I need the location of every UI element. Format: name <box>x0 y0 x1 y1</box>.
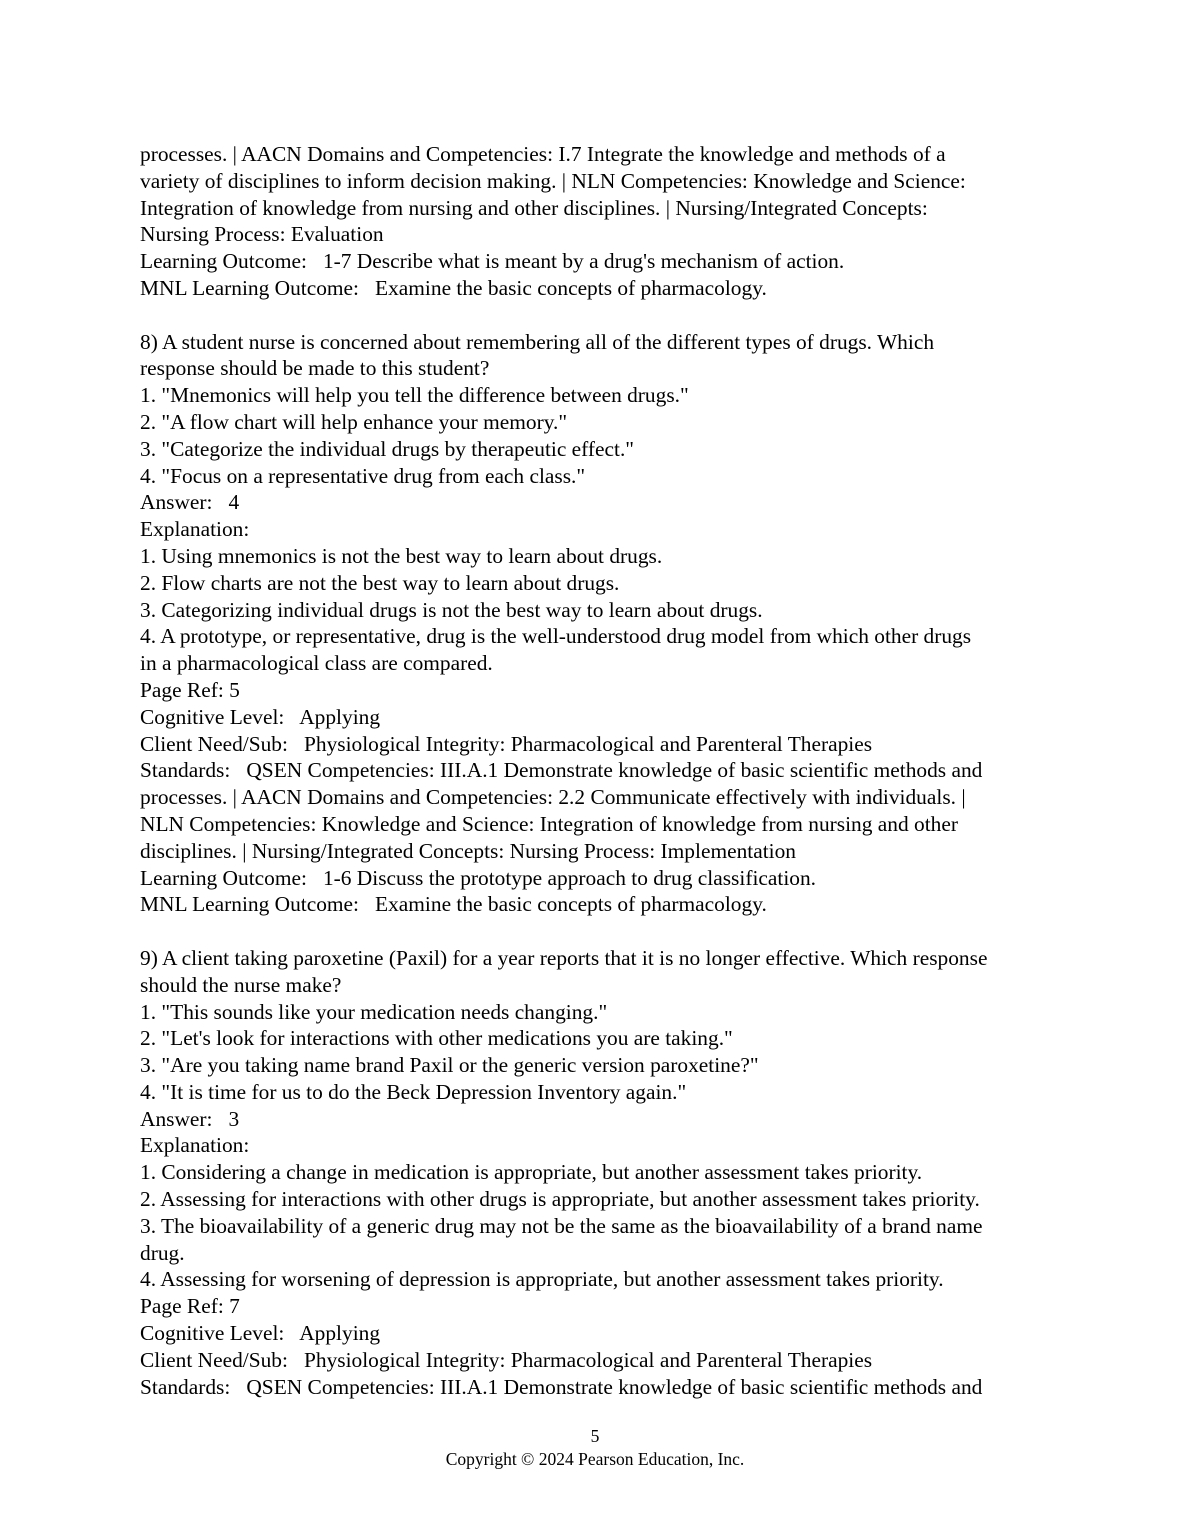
question-9 <box>140 945 1055 1401</box>
cognitive-level: Cognitive Level: Applying <box>140 704 381 729</box>
text-line: Integration of knowledge from nursing and other disciplines. | Nursing/Integrated Concepts: <box>140 195 928 220</box>
cognitive-level: Cognitive Level: Applying <box>140 1321 381 1346</box>
explanation-line: drug. <box>140 1240 185 1265</box>
standards: Standards: QSEN Competencies: III.A.1 Demonstrate knowledge of basic scientific methods and <box>140 758 983 783</box>
explanation-heading: Explanation: <box>140 517 250 542</box>
explanation-line: 2. Flow charts are not the best way to learn about drugs. <box>140 570 620 595</box>
copyright-notice: Copyright © 2024 Pearson Education, Inc. <box>445 1449 745 1469</box>
client-need: Client Need/Sub: Physiological Integrity: Pharmacological and Parenteral Therapies <box>140 731 873 756</box>
answer-key: Answer: 4 <box>140 490 240 515</box>
paragraph-gap <box>140 302 1055 329</box>
explanation-line: 3. Categorizing individual drugs is not the best way to learn about drugs. <box>140 597 763 622</box>
standards: NLN Competencies: Knowledge and Science: Integration of knowledge from nursing and other <box>140 811 958 836</box>
answer-option: 1. "This sounds like your medication needs changing." <box>140 999 608 1024</box>
previous-question-continuation <box>140 141 1055 302</box>
client-need: Client Need/Sub: Physiological Integrity: Pharmacological and Parenteral Therapies <box>140 1347 873 1372</box>
question-stem: should the nurse make? <box>140 972 342 997</box>
answer-option: 2. "Let's look for interactions with other medications you are taking." <box>140 1026 733 1051</box>
explanation-heading: Explanation: <box>140 1133 250 1158</box>
question-8 <box>140 329 1055 919</box>
learning-outcome: Learning Outcome: 1-6 Discuss the prototype approach to drug classification. <box>140 865 816 890</box>
answer-key: Answer: 3 <box>140 1106 240 1131</box>
answer-option: 3. "Categorize the individual drugs by therapeutic effect." <box>140 436 635 461</box>
page-ref: Page Ref: 7 <box>140 1294 240 1319</box>
standards: Standards: QSEN Competencies: III.A.1 Demonstrate knowledge of basic scientific methods and <box>140 1374 983 1399</box>
document-body <box>140 141 1055 1400</box>
standards: processes. | AACN Domains and Competencies: 2.2 Communicate effectively with individuals. | <box>140 785 966 810</box>
text-line: variety of disciplines to inform decision making. | NLN Competencies: Knowledge and Science: <box>140 168 966 193</box>
explanation-line: 4. A prototype, or representative, drug is the well-understood drug model from which other drugs <box>140 624 972 649</box>
answer-option: 3. "Are you taking name brand Paxil or the generic version paroxetine?" <box>140 1053 759 1078</box>
explanation-line: 4. Assessing for worsening of depression is appropriate, but another assessment takes priority. <box>140 1267 944 1292</box>
question-stem: 9) A client taking paroxetine (Paxil) for a year reports that it is no longer effective. Which response <box>140 945 988 970</box>
mnl-learning-outcome: MNL Learning Outcome: Examine the basic concepts of pharmacology. <box>140 892 767 917</box>
question-stem: 8) A student nurse is concerned about remembering all of the different types of drugs. Which <box>140 329 935 354</box>
paragraph-gap <box>140 918 1055 945</box>
text-line: processes. | AACN Domains and Competencies: I.7 Integrate the knowledge and methods of a <box>140 142 946 166</box>
explanation-line: in a pharmacological class are compared. <box>140 651 493 676</box>
explanation-line: 1. Using mnemonics is not the best way to learn about drugs. <box>140 543 663 568</box>
explanation-line: 3. The bioavailability of a generic drug may not be the same as the bioavailability of a brand name <box>140 1213 983 1238</box>
mnl-learning-outcome: MNL Learning Outcome: Examine the basic concepts of pharmacology. <box>140 275 767 300</box>
question-stem: response should be made to this student? <box>140 356 490 381</box>
page-ref: Page Ref: 5 <box>140 677 240 702</box>
answer-option: 4. "Focus on a representative drug from each class." <box>140 463 586 488</box>
text-line: Nursing Process: Evaluation <box>140 222 384 247</box>
answer-option: 1. "Mnemonics will help you tell the difference between drugs." <box>140 383 689 408</box>
answer-option: 2. "A flow chart will help enhance your memory." <box>140 409 568 434</box>
standards: disciplines. | Nursing/Integrated Concepts: Nursing Process: Implementation <box>140 838 796 863</box>
learning-outcome: Learning Outcome: 1-7 Describe what is meant by a drug's mechanism of action. <box>140 249 845 274</box>
answer-option: 4. "It is time for us to do the Beck Depression Inventory again." <box>140 1079 687 1104</box>
page-number: 5 <box>590 1426 600 1446</box>
explanation-line: 1. Considering a change in medication is appropriate, but another assessment takes priority. <box>140 1160 923 1185</box>
explanation-line: 2. Assessing for interactions with other drugs is appropriate, but another assessment takes priority. <box>140 1187 980 1212</box>
